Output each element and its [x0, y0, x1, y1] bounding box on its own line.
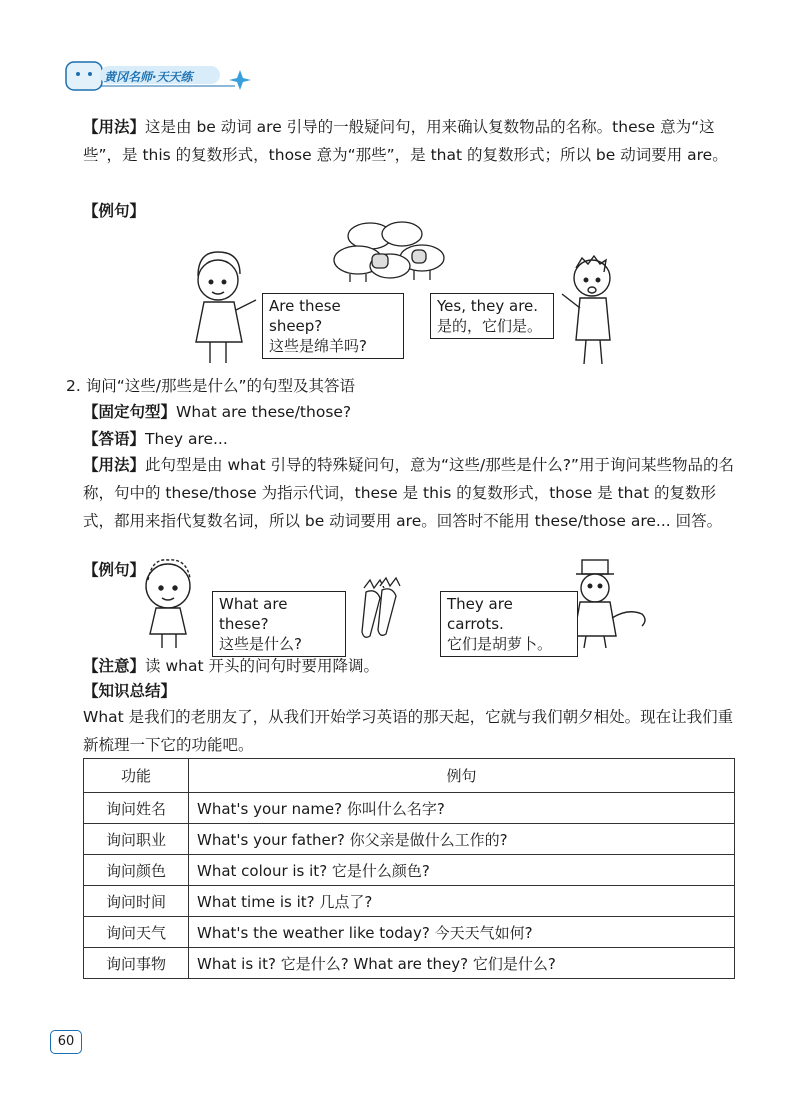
note-line [83, 652, 739, 680]
speech-bubble-question-2 [212, 591, 346, 657]
table-row [84, 793, 735, 824]
function-cell: 询问姓名 [84, 793, 189, 824]
sheep-illustration [190, 218, 630, 370]
bubble-line-zh: 是的，它们是。 [437, 317, 543, 335]
example-cell: What's the weather like today? 今天天气如何? [189, 917, 735, 948]
pattern-text: What are these/those? [176, 403, 352, 421]
usage-label: 【用法】 [83, 456, 146, 474]
example-cell: What time is it? 几点了? [189, 886, 735, 917]
section-2-heading: 2. 询问“这些/那些是什么”的句型及其答语 [66, 377, 355, 395]
note-text: 读 what 开头的问句时要用降调。 [145, 657, 379, 675]
table-row [84, 917, 735, 948]
speech-bubble-answer-1 [430, 293, 554, 339]
function-cell: 询问天气 [84, 917, 189, 948]
usage-label: 【用法】 [83, 118, 146, 136]
example-label: 【例句】 [83, 202, 146, 220]
function-cell: 询问职业 [84, 824, 189, 855]
column-header-function: 功能 [84, 759, 189, 793]
what-functions-table [83, 758, 735, 979]
brand-title: 黄冈名师·天天练 [104, 70, 193, 84]
table-row [84, 824, 735, 855]
summary-label: 【知识总结】 [83, 682, 177, 700]
speech-bubble-answer-2 [440, 591, 578, 657]
function-cell: 询问时间 [84, 886, 189, 917]
table-row [84, 948, 735, 979]
bubble-line-en: What are these? [219, 595, 288, 633]
boy-figure [562, 256, 610, 364]
column-header-example: 例句 [189, 759, 735, 793]
answer-label: 【答语】 [83, 430, 146, 448]
function-cell: 询问颜色 [84, 855, 189, 886]
usage-paragraph-2 [83, 451, 739, 535]
bubble-line-zh: 这些是绵羊吗? [269, 337, 367, 355]
sheep-group [334, 222, 444, 282]
note-label: 【注意】 [83, 657, 146, 675]
answer-line [83, 425, 739, 453]
table-row [84, 855, 735, 886]
bubble-line-en: They are carrots. [447, 595, 513, 633]
example-cell: What is it? 它是什么? What are they? 它们是什么? [189, 948, 735, 979]
usage-paragraph-1 [83, 113, 739, 169]
table-header-row [84, 759, 735, 793]
example-cell: What's your name? 你叫什么名字? [189, 793, 735, 824]
bubble-line-zh: 这些是什么? [219, 635, 302, 653]
speech-bubble-question-1 [262, 293, 404, 359]
girl-figure [196, 252, 256, 363]
bubble-line-en: Yes, they are. [437, 297, 539, 315]
usage-text: 这是由 be 动词 are 引导的一般疑问句，用来确认复数物品的名称。these 意为“这些”，是 this 的复数形式，those 意为“那些”，是 that 的复数形式；所以 be 动词要用 are。 [83, 118, 728, 164]
example-cell: What's your father? 你父亲是做什么工作的? [189, 824, 735, 855]
bubble-line-zh: 它们是胡萝卜。 [447, 635, 553, 653]
function-cell: 询问事物 [84, 948, 189, 979]
pattern-line [83, 398, 739, 426]
curly-girl-figure [146, 560, 190, 648]
page-number: 60 [50, 1030, 82, 1054]
summary-heading [83, 677, 739, 705]
pattern-label: 【固定句型】 [83, 403, 177, 421]
answer-text: They are... [145, 430, 228, 448]
example-cell: What colour is it? 它是什么颜色? [189, 855, 735, 886]
example-label: 【例句】 [83, 561, 146, 579]
table-row [84, 886, 735, 917]
mascot-figure [574, 560, 645, 648]
bubble-line-en: Are these sheep? [269, 297, 341, 335]
usage-text: 此句型是由 what 引导的特殊疑问句，意为“这些/那些是什么?”用于询问某些物品的名称，句中的 these/those 为指示代词，these 是 this 的复数形式，those 是 that 的复数形式，都用来指代复数名词，所以 be 动词要用 are。回答时不能用 these/those are... 回答。 [83, 456, 734, 530]
carrots [362, 578, 400, 637]
summary-paragraph: What 是我们的老朋友了，从我们开始学习英语的那天起，它就与我们朝夕相处。现在让我们重新梳理一下它的功能吧。 [83, 708, 734, 754]
